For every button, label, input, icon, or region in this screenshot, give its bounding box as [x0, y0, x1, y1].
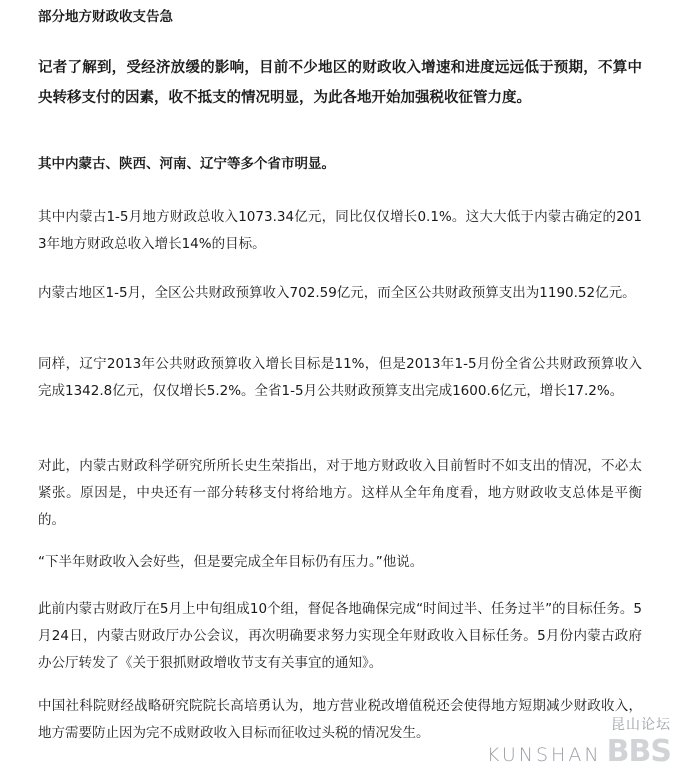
lead-paragraph: 记者了解到，受经济放缓的影响，目前不少地区的财政收入增速和进度远远低于预期，不算中央转移支付的因素，收不抵支的情况明显，为此各地开始加强税收征管力度。	[38, 60, 642, 106]
subhead: 其中内蒙古、陕西、河南、辽宁等多个省市明显。	[38, 156, 335, 172]
paragraph: 其中内蒙古1-5月地方财政总收入1073.34亿元，同比仅仅增长0.1%。这大大低于内蒙古确定的2013年地方财政总收入增长14%的目标。	[38, 209, 642, 252]
paragraph: 同样，辽宁2013年公共财政预算收入增长目标是11%，但是2013年1-5月份全省公共财政预算收入完成1342.8亿元，仅仅增长5.2%。全省1-5月公共财政预算支出完成1600.6亿元，增长17.2%。	[38, 356, 642, 399]
paragraph: 内蒙古地区1-5月，全区公共财政预算收入702.59亿元，而全区公共财政预算支出为1190.52亿元。	[38, 285, 636, 301]
paragraph: 中国社科院财经战略研究院院长高培勇认为，地方营业税改增值税还会使得地方短期减少财政收入，地方需要防止因为完不成财政收入目标而征收过头税的情况发生。	[38, 698, 642, 741]
watermark-mark: BBS	[606, 734, 671, 769]
watermark-latin: KUNSHAN	[486, 744, 602, 766]
headline: 部分地方财政收支告急	[38, 9, 173, 25]
paragraph: 对此，内蒙古财政科学研究所所长史生荣指出，对于地方财政收入目前暂时不如支出的情况，不必太紧张。原因是，中央还有一部分转移支付将给地方。这样从全年角度看，地方财政收支总体是平衡的。	[38, 458, 642, 528]
watermark-chinese: 昆山论坛	[611, 717, 671, 733]
paragraph: 此前内蒙古财政厅在5月上中旬组成10个组，督促各地确保完成“时间过半、任务过半”的目标任务。5月24日，内蒙古财政厅办公会议，再次明确要求努力实现全年财政收入目标任务。5月份内蒙古政府办公厅转发了《关于狠抓财政增收节支有关事宜的通知》。	[38, 601, 642, 671]
site-watermark	[487, 714, 671, 769]
quote-paragraph: “下半年财政收入会好些，但是要完成全年目标仍有压力。”他说。	[38, 554, 424, 570]
